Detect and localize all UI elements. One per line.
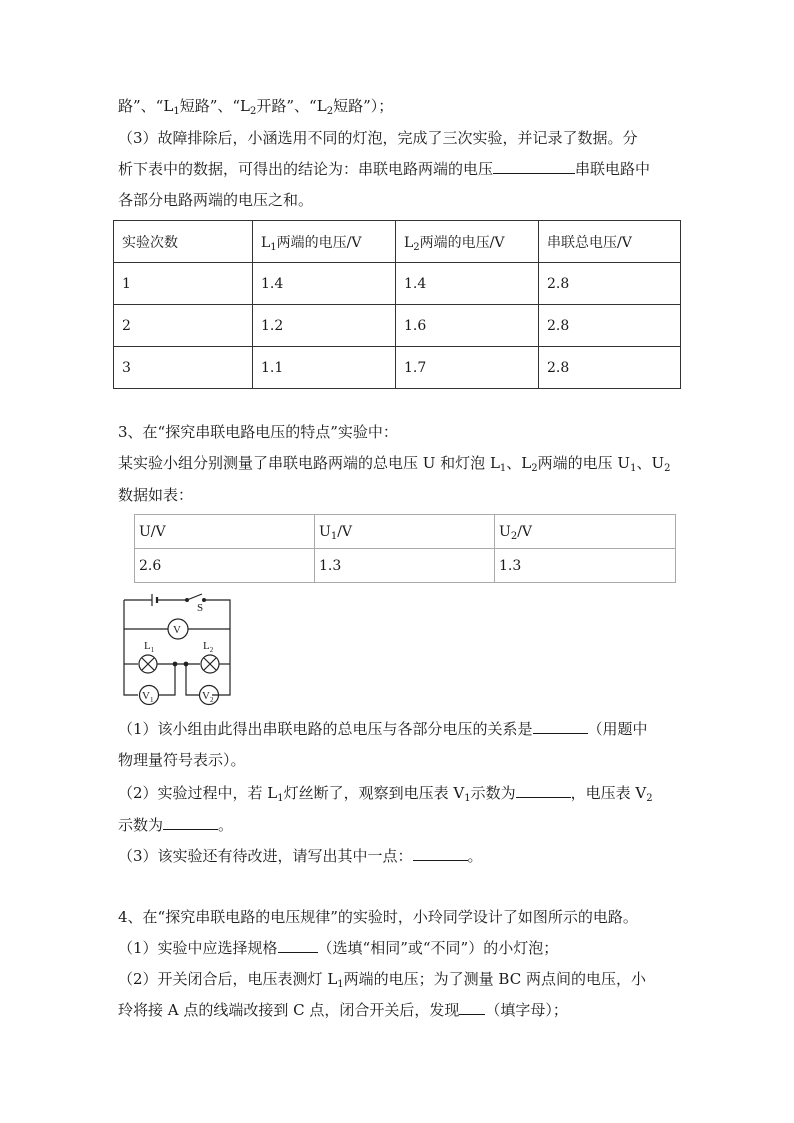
wire	[159, 664, 175, 695]
table-cell: 1	[114, 263, 253, 305]
q4-sub1: （1）实验中应选择规格 （选填“相同”或“不同”）的小灯泡；	[118, 939, 559, 957]
answer-blank[interactable]	[493, 159, 575, 174]
q3-sub1-cont: 物理量符号表示）。	[118, 751, 246, 769]
table-cell: 1.2	[253, 305, 396, 347]
q3-intro2: 数据如表：	[118, 486, 194, 504]
table-cell: 2.6	[135, 549, 315, 583]
q3-title: 3、在“探究串联电路电压的特点”实验中：	[118, 423, 398, 441]
lamp-l2-cross	[204, 658, 216, 670]
table-cell: 1.7	[396, 347, 539, 389]
header-cell: $L_1$两端的电压/V	[253, 221, 396, 263]
table-cell: 2.8	[539, 305, 681, 347]
text: 开路”、“L	[256, 97, 327, 115]
table-cell: 2.8	[539, 263, 681, 305]
q3-data-table	[134, 514, 676, 583]
q3-sub3: （3）该实验还有待改进，请写出其中一点： 。	[118, 847, 483, 865]
voltmeter-label: V	[173, 624, 181, 636]
answer-blank[interactable]	[459, 1000, 485, 1015]
table-cell: 1.4	[253, 263, 396, 305]
voltmeter-v1-label: $V_1$	[142, 690, 154, 704]
table-row	[114, 305, 681, 347]
subscript: 2	[326, 106, 334, 117]
q3-sub2-cont: 示数为 。	[118, 816, 234, 834]
wire	[186, 664, 199, 695]
q2-line-a	[118, 96, 393, 116]
q3-intro: 某实验小组分别测量了串联电路两端的总电压 U 和灯泡 $L_1$、$L_2$两端的电压 $U_1$、$U_2$	[118, 454, 671, 474]
table-cell: 1.3	[315, 549, 495, 583]
table-cell: 3	[114, 347, 253, 389]
header-cell: $L_2$两端的电压/V	[396, 221, 539, 263]
q4-sub2: （2）开关闭合后，电压表测灯 $L_1$两端的电压；为了测量 BC 两点间的电压，小	[118, 970, 646, 990]
circuit-diagram	[118, 587, 238, 707]
switch-blade-icon	[187, 594, 202, 600]
q4-title: 4、在“探究串联电路的电压规律”的实验时，小玲同学设计了如图所示的电路。	[118, 908, 638, 926]
answer-blank[interactable]	[533, 719, 588, 734]
q2-line-b: （3）故障排除后，小涵选用不同的灯泡，完成了三次实验，并记录了数据。分	[118, 129, 638, 147]
lamp-l1-cross	[142, 658, 154, 670]
voltmeter-v2-label: $V_2$	[202, 690, 214, 704]
switch-label: S	[197, 602, 204, 614]
table-header-row	[114, 221, 681, 263]
table-cell: 2.8	[539, 347, 681, 389]
q2-data-table	[113, 220, 681, 389]
header-cell: $U_1/V$	[315, 515, 495, 549]
header-cell: $U_2/V$	[495, 515, 676, 549]
q3-sub2: （2）实验过程中，若 $L_1$灯丝断了，观察到电压表 $V_1$示数为 ，电压表 $V_2$	[118, 784, 653, 804]
text: 短路”）；	[333, 97, 394, 115]
header-cell: U/V	[135, 515, 315, 549]
subscript: 2	[250, 106, 257, 117]
table-row	[114, 347, 681, 389]
subscript: 1	[173, 106, 180, 117]
header-cell: 实验次数	[114, 221, 253, 263]
table-row	[114, 263, 681, 305]
text: 析下表中的数据，可得出的结论为：串联电路两端的电压	[118, 160, 494, 178]
q3-sub1: （1）该小组由此得出串联电路的总电压与各部分电压的关系是 （用题中	[118, 720, 648, 738]
answer-blank[interactable]	[278, 938, 318, 953]
answer-blank[interactable]	[413, 846, 468, 861]
answer-blank[interactable]	[163, 815, 218, 830]
q2-line-d: 各部分电路两端的电压之和。	[118, 191, 314, 209]
lamp-l2-label: $L_2$	[203, 640, 214, 654]
text: 串联电路中	[575, 160, 651, 178]
table-cell: 1.3	[495, 549, 676, 583]
answer-blank[interactable]	[516, 783, 571, 798]
header-cell: 串联总电压/V	[539, 221, 681, 263]
text: 路”、“L	[118, 97, 174, 115]
q4-sub2-cont: 玲将接 A 点的线端改接到 C 点，闭合开关后，发现 （填字母）；	[118, 1001, 568, 1019]
table-cell: 1.1	[253, 347, 396, 389]
wire	[124, 600, 138, 695]
lamp-l1-label: $L_1$	[144, 640, 155, 654]
table-cell: 1.4	[396, 263, 539, 305]
table-cell: 2	[114, 305, 253, 347]
table-header-row	[135, 515, 676, 549]
text: 短路”、“L	[179, 97, 250, 115]
q2-line-c	[118, 159, 650, 179]
table-cell: 1.6	[396, 305, 539, 347]
table-row	[135, 549, 676, 583]
